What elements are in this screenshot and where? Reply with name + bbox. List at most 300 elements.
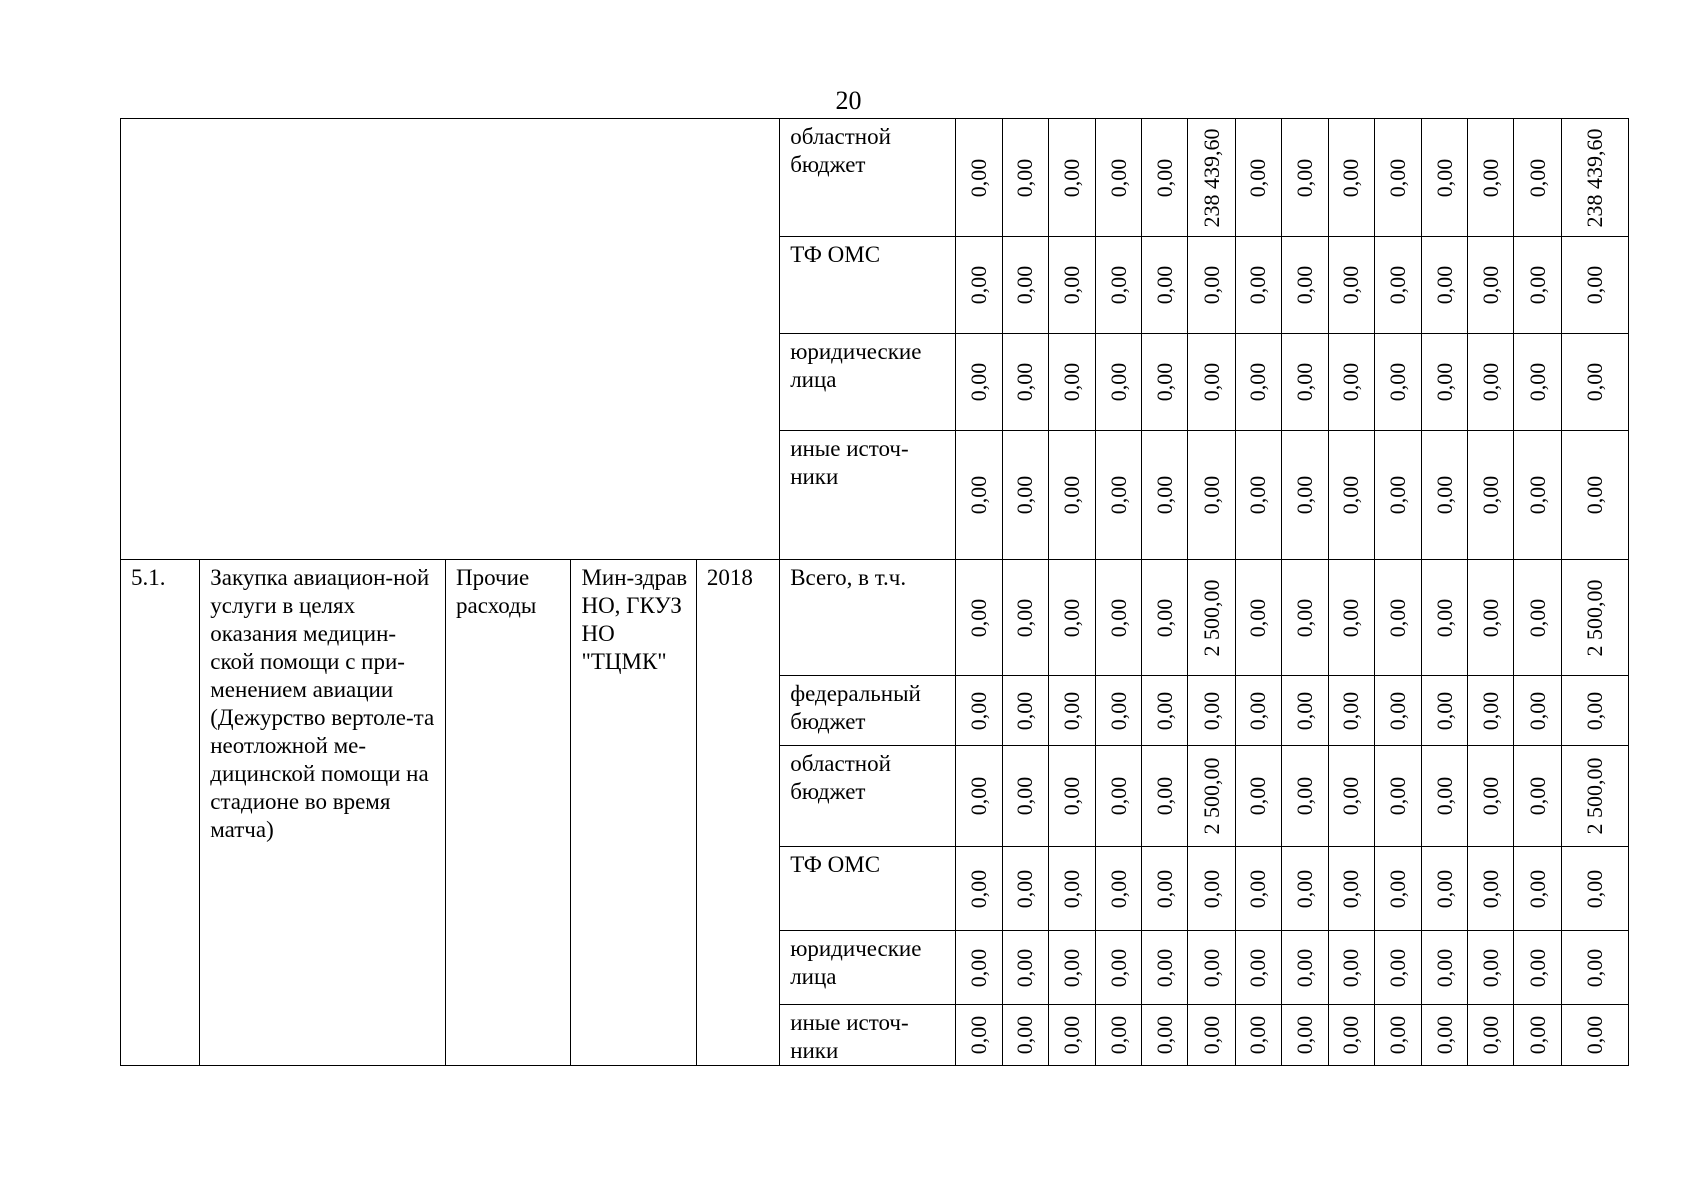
- amount-value: 0,00: [1385, 475, 1411, 515]
- amount-value: 0,00: [1245, 869, 1271, 908]
- amount-value: 0,00: [1524, 948, 1550, 987]
- amount-value: 0,00: [1105, 362, 1131, 402]
- amount-value: 0,00: [1524, 362, 1550, 402]
- amount-value: 0,00: [1198, 475, 1224, 515]
- funding-source-cell: иные источ-ники: [780, 1005, 956, 1066]
- amount-cell: [1002, 237, 1048, 334]
- amount-cell: [1561, 431, 1628, 560]
- amount-value: 0,00: [1245, 1015, 1271, 1055]
- amount-cell: [1514, 560, 1561, 676]
- amount-cell: [1096, 237, 1142, 334]
- amount-cell: [1375, 431, 1422, 560]
- amount-cell: [1049, 119, 1096, 237]
- funding-source-cell: юридические лица: [780, 334, 956, 431]
- amount-value: 0,00: [1524, 691, 1550, 730]
- amount-value: 0,00: [1059, 158, 1085, 197]
- item-number-cell: 5.1.: [121, 560, 200, 1066]
- amount-value: 0,00: [1105, 776, 1131, 816]
- amount-value: 0,00: [1151, 362, 1177, 402]
- amount-cell: [1468, 334, 1514, 431]
- amount-cell: [1002, 560, 1048, 676]
- amount-cell: [1514, 431, 1561, 560]
- amount-cell: [1561, 334, 1628, 431]
- funding-source-cell: областной бюджет: [780, 746, 956, 847]
- amount-value: 0,00: [965, 776, 991, 816]
- amount-value: 0,00: [1151, 869, 1177, 908]
- amount-value: 0,00: [1524, 1015, 1550, 1055]
- amount-cell: [1422, 237, 1468, 334]
- amount-cell: [1188, 676, 1235, 746]
- amount-cell: [1188, 847, 1235, 931]
- amount-value: 0,00: [1291, 158, 1317, 197]
- amount-cell: [1328, 237, 1374, 334]
- amount-cell: [1328, 431, 1374, 560]
- amount-cell: [1468, 237, 1514, 334]
- amount-value: 0,00: [965, 598, 991, 637]
- amount-value: 0,00: [1012, 362, 1038, 402]
- amount-value: 0,00: [1198, 362, 1224, 402]
- amount-value: 0,00: [1198, 948, 1224, 987]
- amount-value: 0,00: [1105, 598, 1131, 637]
- amount-value: 0,00: [1151, 776, 1177, 816]
- amount-cell: [1375, 931, 1422, 1005]
- amount-cell: [1468, 1005, 1514, 1066]
- amount-value: 0,00: [1012, 691, 1038, 730]
- amount-cell: [1049, 334, 1096, 431]
- amount-value: 0,00: [1291, 691, 1317, 730]
- amount-value: 0,00: [1477, 691, 1503, 730]
- amount-cell: [1049, 1005, 1096, 1066]
- amount-value: 0,00: [1581, 362, 1607, 402]
- amount-cell: [1328, 847, 1374, 931]
- amount-value: 0,00: [1151, 598, 1177, 637]
- amount-cell: [1422, 334, 1468, 431]
- item-name-cell: Закупка авиацион-ной услуги в целях оказания медицин-ской помощи с при-менением авиации (Дежурство вертоле-та неотложной ме-дицинской помощи на стадионе во время матча): [200, 560, 446, 1066]
- amount-value: 0,00: [1245, 598, 1271, 637]
- amount-value: 0,00: [965, 869, 991, 908]
- amount-cell: [1422, 746, 1468, 847]
- amount-cell: [1096, 431, 1142, 560]
- amount-value: 0,00: [1291, 948, 1317, 987]
- amount-cell: [1468, 431, 1514, 560]
- amount-cell: [1468, 119, 1514, 237]
- amount-cell: [955, 1005, 1002, 1066]
- amount-cell: [1328, 931, 1374, 1005]
- amount-cell: [955, 676, 1002, 746]
- amount-value: 0,00: [1105, 158, 1131, 197]
- amount-value: 0,00: [1385, 776, 1411, 816]
- amount-cell: [1375, 676, 1422, 746]
- amount-cell: [1422, 676, 1468, 746]
- amount-value: 0,00: [965, 158, 991, 197]
- amount-cell: [1002, 1005, 1048, 1066]
- amount-value: 0,00: [1105, 691, 1131, 730]
- amount-cell: [1096, 560, 1142, 676]
- amount-value: 0,00: [1581, 475, 1607, 515]
- amount-value: 0,00: [965, 1015, 991, 1055]
- amount-value: 0,00: [1012, 948, 1038, 987]
- amount-value: 0,00: [1198, 1015, 1224, 1055]
- amount-cell: [1375, 237, 1422, 334]
- amount-cell: [955, 746, 1002, 847]
- amount-value: 0,00: [1059, 869, 1085, 908]
- amount-value: 0,00: [1338, 869, 1364, 908]
- amount-cell: [1142, 676, 1188, 746]
- amount-cell: [1142, 746, 1188, 847]
- amount-cell: [1142, 847, 1188, 931]
- amount-value: 0,00: [1291, 362, 1317, 402]
- amount-cell: [1281, 560, 1328, 676]
- funding-source-cell: федеральный бюджет: [780, 676, 956, 746]
- amount-cell: [1188, 237, 1235, 334]
- amount-value: 2 500,00: [1198, 579, 1224, 656]
- amount-cell: [1514, 119, 1561, 237]
- amount-value: 0,00: [1431, 598, 1457, 637]
- amount-cell: [1235, 1005, 1281, 1066]
- amount-cell: [1049, 847, 1096, 931]
- amount-cell: [1235, 237, 1281, 334]
- amount-cell: [1142, 119, 1188, 237]
- amount-value: 0,00: [1581, 1015, 1607, 1055]
- amount-cell: [1235, 119, 1281, 237]
- amount-value: 0,00: [1431, 1015, 1457, 1055]
- amount-cell: [1514, 334, 1561, 431]
- amount-cell: [1142, 1005, 1188, 1066]
- amount-value: 0,00: [1291, 1015, 1317, 1055]
- amount-cell: [1561, 847, 1628, 931]
- funding-source-cell: областной бюджет: [780, 119, 956, 237]
- amount-cell: [1281, 119, 1328, 237]
- funding-source-cell: Всего, в т.ч.: [780, 560, 956, 676]
- amount-cell: [1281, 847, 1328, 931]
- amount-value: 0,00: [1524, 598, 1550, 637]
- amount-cell: [1468, 746, 1514, 847]
- amount-cell: [1002, 431, 1048, 560]
- amount-cell: [1235, 560, 1281, 676]
- budget-table: [120, 118, 1629, 1066]
- amount-cell: [955, 431, 1002, 560]
- amount-cell: [1096, 746, 1142, 847]
- amount-cell: [1514, 676, 1561, 746]
- funding-source-cell: ТФ ОМС: [780, 847, 956, 931]
- amount-cell: [1375, 560, 1422, 676]
- amount-value: 0,00: [1524, 475, 1550, 515]
- amount-value: 0,00: [1477, 265, 1503, 305]
- amount-value: 0,00: [1477, 1015, 1503, 1055]
- amount-cell: [1002, 847, 1048, 931]
- amount-value: 0,00: [1524, 158, 1550, 197]
- amount-value: 238 439,60: [1581, 128, 1607, 227]
- amount-cell: [1142, 560, 1188, 676]
- amount-value: 0,00: [1385, 1015, 1411, 1055]
- amount-value: 0,00: [1151, 1015, 1177, 1055]
- amount-value: 0,00: [1059, 362, 1085, 402]
- amount-value: 0,00: [1198, 691, 1224, 730]
- amount-cell: [1188, 431, 1235, 560]
- amount-cell: [1281, 676, 1328, 746]
- amount-value: 0,00: [1581, 869, 1607, 908]
- amount-cell: [1142, 931, 1188, 1005]
- amount-value: 0,00: [1338, 1015, 1364, 1055]
- amount-cell: [1049, 237, 1096, 334]
- amount-cell: [955, 847, 1002, 931]
- amount-cell: [1142, 237, 1188, 334]
- amount-cell: [1049, 746, 1096, 847]
- amount-value: 0,00: [1524, 776, 1550, 816]
- amount-value: 0,00: [1012, 598, 1038, 637]
- amount-cell: [1188, 746, 1235, 847]
- amount-value: 0,00: [1477, 158, 1503, 197]
- amount-value: 0,00: [1477, 598, 1503, 637]
- amount-cell: [1235, 334, 1281, 431]
- amount-value: 2 500,00: [1581, 579, 1607, 656]
- amount-value: 0,00: [1431, 265, 1457, 305]
- amount-cell: [1188, 334, 1235, 431]
- amount-value: 0,00: [1012, 265, 1038, 305]
- amount-value: 0,00: [1151, 158, 1177, 197]
- amount-cell: [1422, 119, 1468, 237]
- page-number: 20: [835, 86, 862, 115]
- amount-cell: [1002, 931, 1048, 1005]
- amount-value: 0,00: [1151, 691, 1177, 730]
- amount-cell: [1002, 119, 1048, 237]
- amount-cell: [1422, 931, 1468, 1005]
- amount-cell: [1328, 1005, 1374, 1066]
- amount-value: 0,00: [1477, 869, 1503, 908]
- amount-cell: [955, 560, 1002, 676]
- amount-value: 0,00: [965, 265, 991, 305]
- amount-cell: [1328, 676, 1374, 746]
- amount-cell: [955, 334, 1002, 431]
- amount-value: 0,00: [1059, 475, 1085, 515]
- amount-cell: [1188, 560, 1235, 676]
- amount-cell: [1375, 1005, 1422, 1066]
- amount-cell: [955, 237, 1002, 334]
- amount-value: 0,00: [1477, 362, 1503, 402]
- amount-value: 0,00: [1105, 475, 1131, 515]
- amount-value: 0,00: [1385, 158, 1411, 197]
- amount-cell: [1049, 676, 1096, 746]
- amount-cell: [1468, 560, 1514, 676]
- amount-value: 0,00: [1059, 948, 1085, 987]
- amount-cell: [1049, 431, 1096, 560]
- amount-value: 0,00: [1012, 158, 1038, 197]
- amount-cell: [1561, 560, 1628, 676]
- amount-cell: [1328, 334, 1374, 431]
- amount-cell: [1561, 746, 1628, 847]
- amount-cell: [1281, 431, 1328, 560]
- amount-value: 0,00: [1245, 158, 1271, 197]
- amount-value: 0,00: [1338, 776, 1364, 816]
- amount-cell: [1142, 334, 1188, 431]
- funding-source-cell: ТФ ОМС: [780, 237, 956, 334]
- amount-value: 0,00: [1338, 948, 1364, 987]
- amount-value: 0,00: [1581, 265, 1607, 305]
- amount-cell: [1468, 931, 1514, 1005]
- amount-value: 0,00: [1245, 475, 1271, 515]
- amount-cell: [955, 119, 1002, 237]
- amount-cell: [1096, 334, 1142, 431]
- year-cell: 2018: [696, 560, 779, 1066]
- amount-cell: [1422, 847, 1468, 931]
- amount-value: 0,00: [1291, 598, 1317, 637]
- amount-cell: [1514, 931, 1561, 1005]
- amount-value: 0,00: [1291, 475, 1317, 515]
- amount-cell: [1002, 334, 1048, 431]
- amount-cell: [1561, 676, 1628, 746]
- amount-value: 238 439,60: [1198, 128, 1224, 227]
- amount-value: 0,00: [1105, 948, 1131, 987]
- amount-cell: [1375, 847, 1422, 931]
- expense-type-cell: Прочие расходы: [446, 560, 571, 1066]
- amount-cell: [1096, 676, 1142, 746]
- amount-cell: [1096, 119, 1142, 237]
- amount-cell: [1375, 119, 1422, 237]
- amount-value: 0,00: [965, 691, 991, 730]
- amount-cell: [1002, 676, 1048, 746]
- amount-value: 0,00: [1338, 475, 1364, 515]
- amount-value: 0,00: [1012, 869, 1038, 908]
- amount-cell: [1188, 1005, 1235, 1066]
- amount-cell: [1281, 237, 1328, 334]
- amount-value: 0,00: [1338, 691, 1364, 730]
- amount-value: 0,00: [1012, 475, 1038, 515]
- amount-value: 0,00: [1198, 869, 1224, 908]
- amount-value: 0,00: [1291, 869, 1317, 908]
- funding-source-cell: иные источ-ники: [780, 431, 956, 560]
- amount-cell: [1281, 334, 1328, 431]
- amount-cell: [1002, 746, 1048, 847]
- amount-value: 0,00: [1059, 265, 1085, 305]
- amount-cell: [1514, 1005, 1561, 1066]
- amount-cell: [1142, 431, 1188, 560]
- amount-cell: [1514, 237, 1561, 334]
- amount-cell: [1281, 1005, 1328, 1066]
- amount-value: 0,00: [1245, 362, 1271, 402]
- amount-cell: [1422, 1005, 1468, 1066]
- amount-value: 0,00: [1059, 691, 1085, 730]
- amount-value: 0,00: [1245, 948, 1271, 987]
- amount-cell: [1422, 431, 1468, 560]
- amount-cell: [1328, 746, 1374, 847]
- amount-cell: [1281, 746, 1328, 847]
- amount-value: 0,00: [965, 362, 991, 402]
- amount-value: 0,00: [1338, 158, 1364, 197]
- amount-value: 0,00: [1151, 265, 1177, 305]
- amount-value: 0,00: [965, 948, 991, 987]
- amount-cell: [1468, 847, 1514, 931]
- amount-value: 0,00: [1477, 948, 1503, 987]
- amount-value: 0,00: [1105, 869, 1131, 908]
- amount-value: 0,00: [1431, 869, 1457, 908]
- funding-source-cell: юридические лица: [780, 931, 956, 1005]
- table-row: [121, 119, 1629, 237]
- amount-cell: [1096, 847, 1142, 931]
- amount-cell: [1096, 1005, 1142, 1066]
- amount-cell: [1561, 237, 1628, 334]
- amount-cell: [1235, 676, 1281, 746]
- amount-value: 0,00: [1245, 691, 1271, 730]
- amount-cell: [1235, 431, 1281, 560]
- amount-cell: [1561, 1005, 1628, 1066]
- amount-cell: [1328, 119, 1374, 237]
- amount-value: 0,00: [1431, 158, 1457, 197]
- amount-value: 0,00: [1385, 691, 1411, 730]
- amount-cell: [1281, 931, 1328, 1005]
- amount-value: 0,00: [1581, 691, 1607, 730]
- amount-cell: [1375, 746, 1422, 847]
- amount-value: 0,00: [1059, 1015, 1085, 1055]
- amount-value: 2 500,00: [1581, 757, 1607, 835]
- amount-cell: [1422, 560, 1468, 676]
- amount-cell: [1188, 119, 1235, 237]
- amount-value: 0,00: [1245, 776, 1271, 816]
- amount-value: 0,00: [1151, 475, 1177, 515]
- amount-value: 0,00: [1105, 1015, 1131, 1055]
- amount-cell: [1375, 334, 1422, 431]
- amount-value: 0,00: [1581, 948, 1607, 987]
- amount-value: 0,00: [1431, 948, 1457, 987]
- amount-value: 0,00: [1385, 362, 1411, 402]
- amount-value: 0,00: [1385, 869, 1411, 908]
- empty-merged-cell: [121, 119, 780, 560]
- amount-cell: [1561, 119, 1628, 237]
- amount-value: 0,00: [1338, 598, 1364, 637]
- amount-value: 0,00: [1151, 948, 1177, 987]
- amount-value: 0,00: [1291, 776, 1317, 816]
- amount-value: 0,00: [965, 475, 991, 515]
- amount-value: 0,00: [1245, 265, 1271, 305]
- amount-cell: [1514, 847, 1561, 931]
- amount-cell: [1468, 676, 1514, 746]
- amount-value: 0,00: [1477, 475, 1503, 515]
- amount-value: 0,00: [1338, 265, 1364, 305]
- amount-value: 0,00: [1338, 362, 1364, 402]
- amount-value: 0,00: [1012, 776, 1038, 816]
- amount-value: 0,00: [1059, 598, 1085, 637]
- amount-cell: [1514, 746, 1561, 847]
- amount-cell: [1049, 560, 1096, 676]
- amount-cell: [1235, 847, 1281, 931]
- amount-value: 0,00: [1385, 948, 1411, 987]
- amount-value: 0,00: [1431, 691, 1457, 730]
- amount-value: 0,00: [1431, 475, 1457, 515]
- amount-value: 0,00: [1431, 362, 1457, 402]
- amount-cell: [1328, 560, 1374, 676]
- amount-value: 0,00: [1477, 776, 1503, 816]
- amount-value: 0,00: [1012, 1015, 1038, 1055]
- amount-cell: [1561, 931, 1628, 1005]
- amount-value: 0,00: [1059, 776, 1085, 816]
- executor-cell: Мин-здрав НО, ГКУЗ НО "ТЦМК": [571, 560, 696, 1066]
- amount-value: 0,00: [1105, 265, 1131, 305]
- amount-cell: [1188, 931, 1235, 1005]
- amount-value: 0,00: [1198, 265, 1224, 305]
- amount-cell: [955, 931, 1002, 1005]
- amount-cell: [1235, 746, 1281, 847]
- amount-value: 0,00: [1291, 265, 1317, 305]
- amount-value: 0,00: [1385, 598, 1411, 637]
- amount-value: 0,00: [1524, 869, 1550, 908]
- amount-cell: [1096, 931, 1142, 1005]
- amount-value: 2 500,00: [1198, 757, 1224, 835]
- table-row: [121, 560, 1629, 676]
- amount-value: 0,00: [1431, 776, 1457, 816]
- amount-value: 0,00: [1385, 265, 1411, 305]
- amount-cell: [1235, 931, 1281, 1005]
- amount-value: 0,00: [1524, 265, 1550, 305]
- amount-cell: [1049, 931, 1096, 1005]
